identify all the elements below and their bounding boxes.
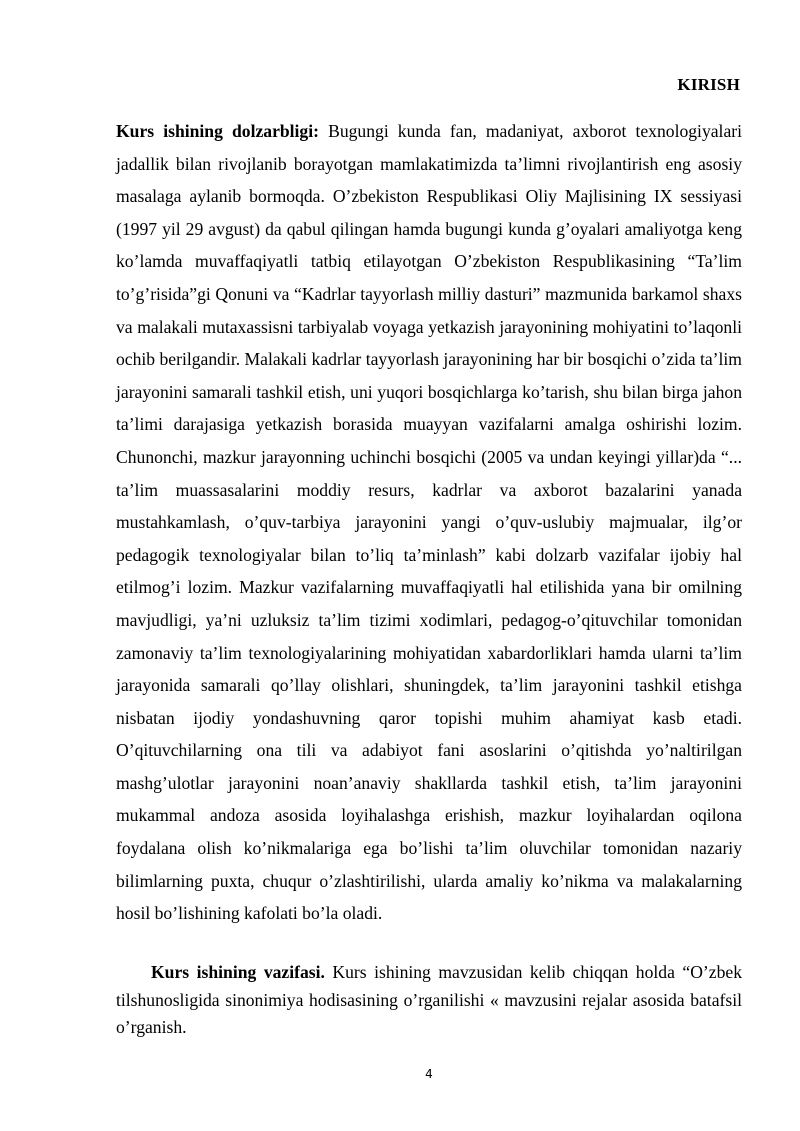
relevance-text: Bugungi kunda fan, madaniyat, axborot texnologiyalari jadallik bilan rivojlanib borayotgan mamlakatimizda ta’limni rivojlantirish eng asosiy masalaga aylanib bormoqda. O’zbekiston Respublikasi Oliy Majlisining IX sessiyasi (1997 yil 29 avgust) da qabul qilingan hamda bugungi kunda g’oyalari amaliyotga keng ko’lamda muvaffaqiyatli tatbiq etilayotgan O’zbekiston Respublikasining “Ta’lim to’g’risida”gi Qonuni va “Kadrlar tayyorlash milliy dasturi” mazmunida barkamol shaxs va malakali mutaxassisni tarbiyalab voyaga yetkazish jarayonining mohiyatini to’laqonli ochib berilgandir. Malakali kadrlar tayyorlash jarayonining har bir bosqichi o’zida ta’lim jarayonini samarali tashkil etish, uni yuqori bosqichlarga ko’tarish, shu bilan birga jahon ta’limi darajasiga yetkazish borasida muayyan vazifalarni amalga oshirishi lozim. Chunonchi, mazkur jarayonning uchinchi bosqichi (2005 va undan keyingi yillar)da “... ta’lim muassasalarini moddiy resurs, kadrlar va axborot bazalarini yanada mustahkamlash, o’quv-tarbiya jarayonini yangi o’quv-uslubiy majmualar, ilg’or pedagogik texnologiyalar bilan to’liq ta’minlash” kabi dolzarb vazifalar ijobiy hal etilmog’i lozim. Mazkur vazifalarning muvaffaqiyatli hal etilishida yana bir omilning mavjudligi, ya’ni uzluksiz ta’lim tizimi xodimlari, pedagog-o’qituvchilar tomonidan zamonaviy ta’lim texnologiyalarining mohiyatidan xabardorliklari hamda ularni ta’lim jarayonida samarali qo’llay olishlari, shuningdek, ta’lim jarayonini tashkil etishga nisbatan ijodiy yondashuvning qaror topishi muhim ahamiyat kasb etadi. O’qituvchilarning ona tili va adabiyot fani asoslarini o’qitishda yo’naltirilgan mashg’ulotlar jarayonini noan’anaviy shakllarda tashkil etish, ta’lim jarayonini mukammal andoza asosida loyihalashga erishish, mazkur loyihalardan oqilona foydalana olish ko’nikmalariga ega bo’lishi ta’lim oluvchilar tomonidan nazariy bilimlarning puxta, chuqur o’zlashtirilishi, ularda amaliy ko’nikma va malakalarning hosil bo’lishining kafolati bo’la oladi. — [116, 121, 742, 924]
relevance-label: Kurs ishining dolzarbligi: — [116, 121, 319, 141]
relevance-paragraph — [116, 115, 742, 930]
tasks-text: Kurs ishining mavzusidan kelib chiqqan holda “O’zbek tilshunosligida sinonimiya hodisasining o’rganilishi « mavzusini rejalar asosida batafsil o’rganish. — [116, 962, 742, 1037]
page-heading: KIRISH — [677, 75, 740, 94]
tasks-label: Kurs ishining vazifasi. — [151, 962, 325, 982]
tasks-paragraph — [116, 959, 742, 1042]
page-number: 4 — [425, 1067, 433, 1081]
